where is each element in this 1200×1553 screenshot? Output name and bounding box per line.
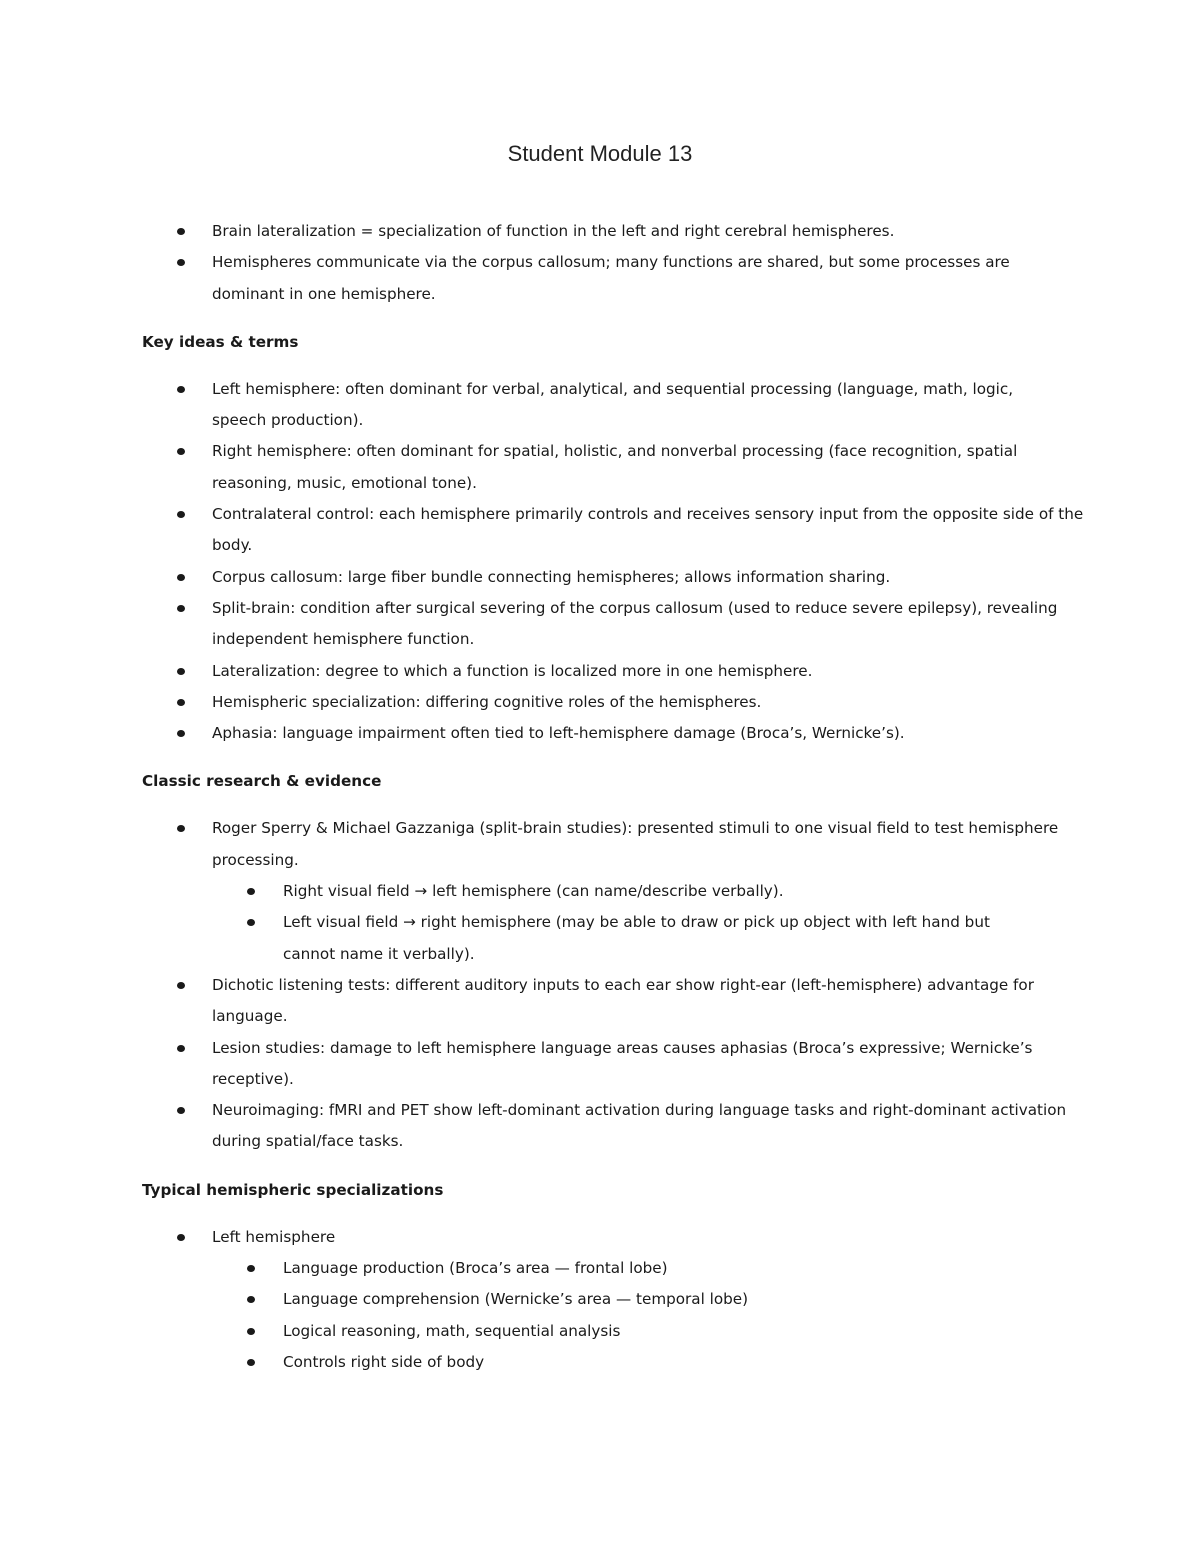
list-item [142, 593, 1092, 656]
typical-list [142, 1222, 1062, 1378]
bullet-icon [247, 1296, 255, 1303]
list-item [212, 1347, 1062, 1378]
list-item [142, 562, 1092, 593]
key-ideas-list [142, 374, 1084, 750]
list-item-text: Split-brain: condition after surgical severing of the corpus callosum (used to reduce severe epilepsy), revealing independent hemisphere function. [212, 598, 1058, 649]
section-heading-classic-research: Classic research & evidence [142, 772, 382, 791]
bullet-icon [177, 982, 185, 989]
list-item [142, 970, 1072, 1033]
list-item [142, 216, 1042, 247]
bullet-icon [177, 605, 185, 612]
bullet-icon [247, 888, 255, 895]
list-item-text: Left hemisphere: often dominant for verbal, analytical, and sequential processing (language, math, logic, speech production). [212, 379, 1014, 430]
list-item [212, 907, 1003, 970]
list-item-text: Brain lateralization = specialization of function in the left and right cerebral hemispheres. [212, 222, 895, 240]
bullet-icon [247, 919, 255, 926]
list-item-text: Lesion studies: damage to left hemisphere language areas causes aphasias (Broca’s expressive; Wernicke’s receptive). [212, 1038, 1033, 1088]
list-item [142, 499, 1092, 562]
bullet-icon [177, 1045, 185, 1052]
list-item [212, 1253, 1062, 1284]
list-item-text: Left hemisphere [212, 1227, 336, 1246]
list-item-text: Left visual field → right hemisphere (may be able to draw or pick up object with left hand but cannot name it verbally). [283, 913, 990, 963]
intro-list [142, 216, 1062, 310]
bullet-icon [177, 668, 185, 675]
list-item-text: Language production (Broca’s area — frontal lobe) [283, 1259, 668, 1278]
list-item [142, 1033, 1072, 1096]
nested-list [212, 876, 1092, 970]
bullet-icon [247, 1359, 255, 1366]
list-item [212, 1316, 1062, 1347]
bullet-icon [247, 1265, 255, 1272]
list-item-text: Controls right side of body [283, 1352, 485, 1371]
list-item [142, 1222, 1062, 1378]
bullet-icon [177, 574, 185, 581]
classic-research-list [142, 813, 1067, 1157]
list-item [142, 374, 1062, 437]
bullet-icon [177, 259, 185, 266]
list-item-text: Hemispheres communicate via the corpus callosum; many functions are shared, but some processes are dominant in one hemisphere. [212, 253, 1010, 303]
bullet-icon [177, 1234, 185, 1241]
bullet-icon [177, 825, 185, 832]
list-item [212, 1284, 1062, 1315]
list-item [142, 813, 1092, 969]
bullet-icon [177, 511, 185, 518]
list-item [142, 687, 1092, 718]
bullet-icon [177, 699, 185, 706]
list-item [142, 247, 1042, 310]
list-item-text: Contralateral control: each hemisphere primarily controls and receives sensory input from the opposite side of the body. [212, 505, 1084, 555]
bullet-icon [177, 1107, 185, 1114]
list-item-text: Dichotic listening tests: different auditory inputs to each ear show right-ear (left-hemisphere) advantage for language. [212, 975, 1034, 1026]
nested-list [212, 1253, 1062, 1378]
page-title: Student Module 13 [507, 141, 693, 166]
list-item-text: Language comprehension (Wernicke’s area — temporal lobe) [283, 1290, 749, 1309]
list-item-text: Lateralization: degree to which a function is localized more in one hemisphere. [212, 661, 813, 680]
list-item [142, 656, 1092, 687]
bullet-icon [177, 386, 185, 393]
list-item-text: Aphasia: language impairment often tied to left-hemisphere damage (Broca’s, Wernicke’s). [212, 724, 905, 743]
document-body [142, 216, 1084, 1378]
bullet-icon [177, 730, 185, 737]
bullet-icon [247, 1328, 255, 1335]
list-item [142, 1095, 1072, 1158]
bullet-icon [177, 448, 185, 455]
list-item-text: Neuroimaging: fMRI and PET show left-dominant activation during language tasks and right-dominant activation during spatial/face tasks. [212, 1101, 1067, 1151]
list-item [212, 876, 1092, 907]
list-item-text: Roger Sperry & Michael Gazzaniga (split-brain studies): presented stimuli to one visual field to test hemisphere processing. [212, 819, 1059, 869]
list-item-text: Corpus callosum: large fiber bundle connecting hemispheres; allows information sharing. [212, 567, 891, 586]
bullet-icon [177, 228, 185, 235]
list-item [142, 718, 1092, 749]
list-item-text: Right visual field → left hemisphere (can name/describe verbally). [283, 882, 784, 901]
list-item-text: Right hemisphere: often dominant for spatial, holistic, and nonverbal processing (face recognition, spatial reasoning, music, emotional tone). [212, 442, 1018, 492]
section-heading-typical-specializations: Typical hemispheric specializations [142, 1180, 444, 1199]
list-item-text: Hemispheric specialization: differing cognitive roles of the hemispheres. [212, 692, 762, 711]
list-item [142, 436, 1062, 499]
list-item-text: Logical reasoning, math, sequential analysis [283, 1321, 621, 1340]
section-heading-key-ideas: Key ideas & terms [142, 332, 299, 351]
